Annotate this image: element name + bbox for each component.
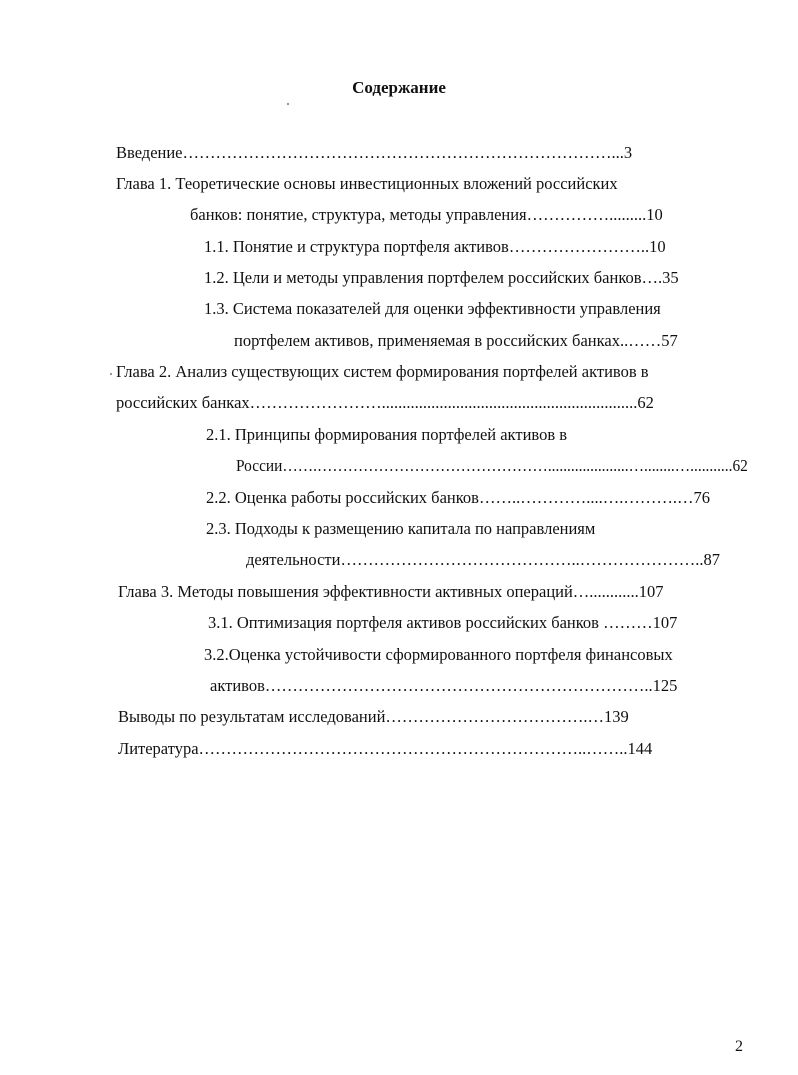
toc-entry-2-3-cont: деятельности……………………………………..…………………..87: [246, 550, 720, 569]
toc-entry-literature: Литература……………………………………………………………..……..144: [118, 739, 653, 758]
toc-entry-conclusions: Выводы по результатам исследований……………………………….…139: [118, 707, 629, 726]
toc-entry-2-1-cont: России…….……………………………………….....................…........…...........62: [236, 456, 748, 475]
toc-entry-3-1: 3.1. Оптимизация портфеля активов российских банков ………107: [208, 613, 678, 632]
toc-entry-3-2-cont: активов……………………………………………………………..125: [210, 676, 678, 695]
toc-entry-1-3: 1.3. Система показателей для оценки эффективности управления: [204, 299, 661, 318]
toc-entry-chapter-1-cont: банков: понятие, структура, методы управления…………….........10: [190, 205, 663, 224]
toc-entry-1-3-cont: портфелем активов, применяемая в российских банках..……57: [234, 331, 678, 350]
toc-entry-introduction: Введение……………………………………………………………………...3: [116, 143, 633, 162]
scan-speck: [110, 373, 112, 375]
toc-entry-chapter-2-cont: российских банках……………………..............................................................62: [116, 393, 654, 412]
toc-entry-2-3: 2.3. Подходы к размещению капитала по направлениям: [206, 519, 596, 538]
toc-entry-2-1: 2.1. Принципы формирования портфелей активов в: [206, 425, 568, 444]
toc-entry-1-1: 1.1. Понятие и структура портфеля активов……………………..10: [204, 237, 666, 256]
toc-entry-2-2: 2.2. Оценка работы российских банков……..…………....….……….…76: [206, 488, 710, 507]
toc-entry-3-2: 3.2.Оценка устойчивости сформированного портфеля финансовых: [204, 645, 673, 664]
scan-speck: [287, 103, 289, 105]
toc-entry-1-2: 1.2. Цели и методы управления портфелем российских банков….35: [204, 268, 679, 287]
toc-entry-chapter-2: Глава 2. Анализ существующих систем формирования портфелей активов в: [116, 362, 649, 381]
page-title: Содержание: [352, 78, 446, 97]
toc-entry-chapter-3: Глава 3. Методы повышения эффективности активных операций…............107: [118, 582, 664, 601]
page-number: 2: [735, 1038, 743, 1055]
toc-entry-chapter-1: Глава 1. Теоретические основы инвестиционных вложений российских: [116, 174, 618, 193]
